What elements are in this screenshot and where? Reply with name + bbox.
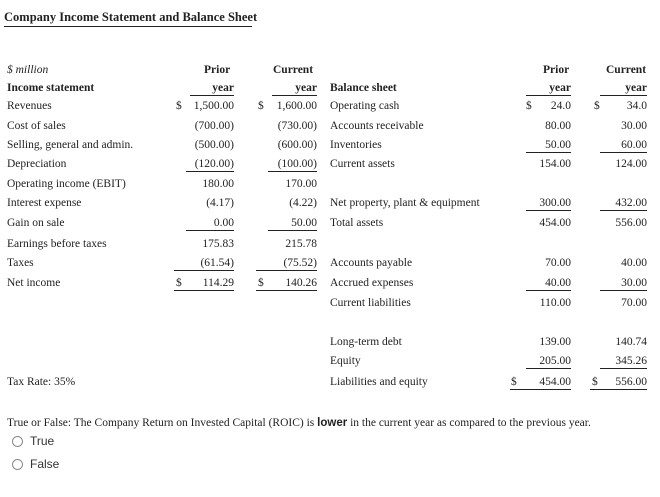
- income-row-current-currency: $: [258, 100, 264, 112]
- balance-row-label: Total assets: [330, 217, 384, 229]
- balance-row-prior: 50.00: [526, 138, 571, 153]
- balance-row-prior: 300.00: [526, 196, 571, 211]
- balance-row-current: 140.74: [615, 336, 647, 348]
- balance-row-current: 556.00: [615, 376, 647, 388]
- income-row-label: Operating income (EBIT): [7, 178, 126, 190]
- option-true[interactable]: [12, 434, 54, 448]
- balance-row-label: Accounts payable: [330, 257, 413, 269]
- balance-row-prior: 24.0: [550, 100, 571, 112]
- balance-row-label: Inventories: [330, 139, 382, 151]
- balance-row-current: 432.00: [600, 196, 647, 211]
- balance-row-prior-currency: $: [511, 376, 517, 388]
- balance-row-current-currency: $: [594, 100, 600, 112]
- income-current-header-2: year: [272, 81, 317, 96]
- unit-label: $ million: [7, 64, 49, 76]
- balance-row-prior: 454.00: [539, 376, 571, 388]
- income-row-current: 1,600.00: [276, 100, 317, 112]
- balance-row-prior: 154.00: [539, 158, 571, 170]
- income-row-current: 50.00: [268, 216, 317, 231]
- income-row-current: 215.78: [285, 238, 317, 250]
- income-row-prior: (700.00): [194, 120, 234, 132]
- option-false-label: False: [30, 457, 60, 471]
- balance-row-prior: 110.00: [539, 297, 571, 309]
- income-row-prior: (120.00): [186, 157, 234, 172]
- income-row-label: Depreciation: [7, 158, 67, 170]
- income-row-label: Cost of sales: [7, 120, 66, 132]
- income-row-prior: (4.17): [206, 197, 234, 209]
- tax-rate: Tax Rate: 35%: [7, 376, 76, 388]
- income-row-prior-currency: $: [176, 277, 182, 289]
- balance-row-label: Liabilities and equity: [330, 376, 428, 388]
- income-row-current-currency: $: [258, 277, 264, 289]
- balance-row-label: Long-term debt: [330, 336, 402, 348]
- income-statement-header: Income statement: [7, 82, 95, 94]
- income-row-label: Taxes: [7, 257, 34, 269]
- balance-row-prior: 454.00: [539, 217, 571, 229]
- radio-true[interactable]: [12, 436, 23, 447]
- balance-current-header-1: Current: [606, 64, 647, 76]
- balance-current-header-2: year: [600, 81, 647, 96]
- balance-row-current: 345.26: [600, 354, 647, 369]
- balance-prior-header-1: Prior: [543, 64, 570, 76]
- question-text-end: in the current year as compared to the previous year.: [347, 417, 591, 429]
- income-prior-header-2: year: [190, 81, 234, 96]
- income-row-label: Earnings before taxes: [7, 238, 107, 250]
- balance-row-prior: 205.00: [526, 354, 571, 369]
- income-row-prior: 180.00: [202, 178, 234, 190]
- income-row-current: 140.26: [285, 277, 317, 289]
- balance-row-current: 124.00: [615, 158, 647, 170]
- balance-row-prior: 139.00: [539, 336, 571, 348]
- income-row-current: (600.00): [277, 139, 317, 151]
- balance-row-label: Accrued expenses: [330, 277, 414, 289]
- balance-row-current: 30.00: [600, 276, 647, 291]
- balance-row-label: Current liabilities: [330, 297, 411, 309]
- income-row-label: Gain on sale: [7, 217, 65, 229]
- balance-row-current: 40.00: [621, 257, 647, 269]
- income-prior-header-1: Prior: [204, 64, 231, 76]
- option-false[interactable]: [12, 457, 59, 471]
- income-row-current: (730.00): [277, 120, 317, 132]
- income-row-label: Interest expense: [7, 197, 82, 209]
- radio-false[interactable]: [12, 459, 23, 470]
- question-text-start: True or False: The Company Return on Invested Capital (ROIC) is: [7, 417, 318, 429]
- income-row-prior: 0.00: [186, 216, 234, 231]
- balance-row-label: Operating cash: [330, 100, 400, 112]
- income-row-prior: 114.29: [202, 277, 234, 289]
- balance-row-prior: 70.00: [545, 257, 571, 269]
- income-row-prior: (500.00): [194, 139, 234, 151]
- question-emphasis: lower: [317, 417, 348, 429]
- income-row-label: Revenues: [7, 100, 52, 112]
- balance-row-current: 70.00: [621, 297, 647, 309]
- balance-row-label: Equity: [330, 355, 361, 367]
- title-underline: [4, 26, 252, 27]
- balance-row-label: Net property, plant & equipment: [330, 197, 480, 209]
- balance-row-current: 34.0: [626, 100, 647, 112]
- income-row-label: Selling, general and admin.: [7, 139, 134, 151]
- income-row-prior-currency: $: [176, 100, 182, 112]
- option-true-label: True: [30, 434, 55, 448]
- page-title: Company Income Statement and Balance Sheet: [4, 10, 258, 24]
- income-row-prior: 175.83: [202, 238, 234, 250]
- income-row-current: 170.00: [285, 178, 317, 190]
- balance-row-label: Accounts receivable: [330, 120, 424, 132]
- balance-row-current: 30.00: [621, 120, 647, 132]
- income-row-prior: 1,500.00: [193, 100, 234, 112]
- balance-row-prior: 40.00: [526, 276, 571, 291]
- income-current-header-1: Current: [273, 64, 314, 76]
- income-row-label: Net income: [7, 277, 61, 289]
- balance-row-prior-currency: $: [526, 100, 532, 112]
- balance-row-current: 556.00: [615, 217, 647, 229]
- income-row-prior: (61.54): [174, 256, 234, 271]
- balance-prior-header-2: year: [526, 81, 571, 96]
- balance-row-current-currency: $: [592, 376, 598, 388]
- balance-row-label: Current assets: [330, 158, 395, 170]
- question-text: [7, 416, 591, 430]
- balance-row-prior: 80.00: [545, 120, 571, 132]
- balance-sheet-header: Balance sheet: [330, 82, 397, 94]
- balance-row-current: 60.00: [600, 138, 647, 153]
- income-row-current: (4.22): [289, 197, 317, 209]
- income-row-current: (100.00): [268, 157, 317, 172]
- income-row-current: (75.52): [256, 256, 317, 271]
